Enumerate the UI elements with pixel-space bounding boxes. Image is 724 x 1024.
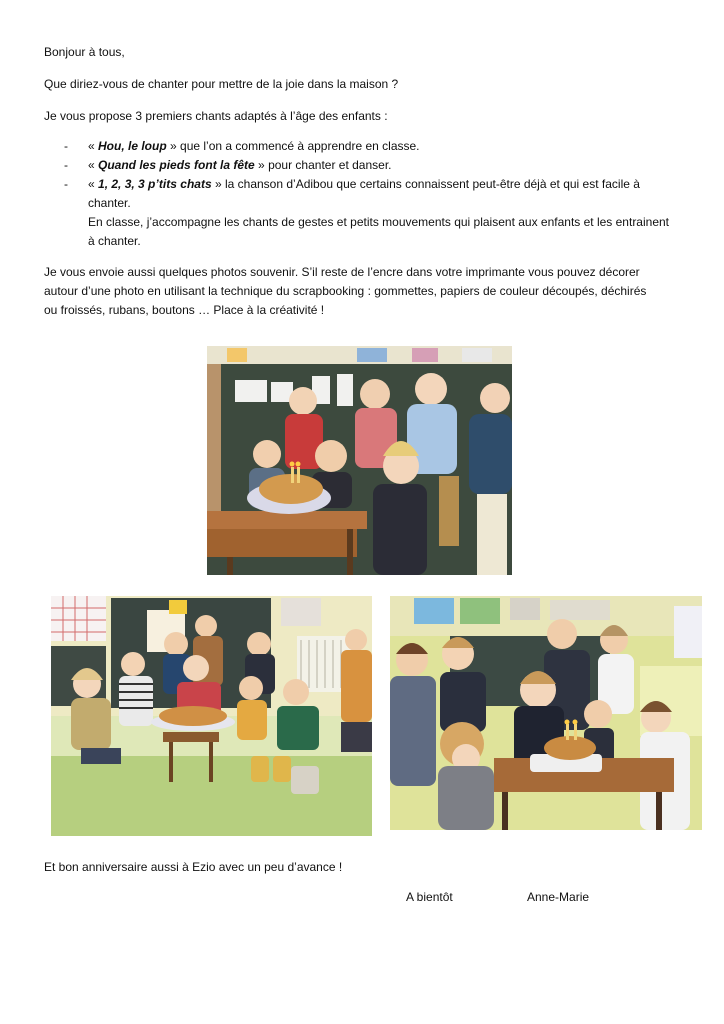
letter-page: Bonjour à tous, Que diriez-vous de chanter pour mettre de la joie dans la maison ? Je vous propose 3 premiers chants adaptés à l’âge des enfants : - « Hou, le loup » que l’on a commencé à apprendre en classe. - « Quand les pieds font la fête » pour chanter et danser. - « 1, 2, 3, 3 p’tits chats » la chanson d’Adibou que certains connaissent peut-être déjà et qui est facile à chanter. En classe, j’accompagne les chants de gestes et petits mouvements qui plaisent aux enfants et les entrainent à chanter. Je vous envoie aussi quelques photos souvenir. S’il reste de l’encre dans votre imprimante vous pouvez décorer autour d’une photo en utilisant la technique du scrapbooking : gommettes, papiers de couleur découpés, déchirés ou froissés, rubans, boutons … Place à la créativité ! Et bon anniversaire aussi à Ezio avec un peu d’avance ! A bientôt Anne-Marie (0, 0, 724, 1024)
song-title: 1, 2, 3, 3 p’tits chats (98, 177, 212, 191)
list-item-continuation: chanter. (88, 196, 131, 210)
signature: Anne-Marie (527, 890, 590, 904)
list-item-continuation: En classe, j’accompagne les chants de gestes et petits mouvements qui plaisent aux enfants et les entrainent (88, 215, 670, 229)
song-title: Quand les pieds font la fête (98, 158, 255, 172)
class-photo-candles (207, 346, 512, 575)
bullet-dash: - (64, 177, 68, 191)
list-item-continuation: à chanter. (88, 234, 141, 248)
class-photo-floor (51, 596, 372, 836)
question: Que diriez-vous de chanter pour mettre de la joie dans la maison ? (44, 77, 399, 91)
bullet-dash: - (64, 158, 68, 172)
birthday-message: Et bon anniversaire aussi à Ezio avec un peu d’avance ! (44, 860, 343, 874)
song-title: Hou, le loup (98, 139, 167, 153)
bullet-dash: - (64, 139, 68, 153)
photos-paragraph-line: ou froissés, rubans, boutons … Place à la créativité ! (44, 303, 325, 317)
class-photo-blowing-candles (390, 596, 702, 830)
photos-paragraph-line: Je vous envoie aussi quelques photos souvenir. S’il reste de l’encre dans votre imprimante vous pouvez décorer (44, 265, 640, 279)
intro: Je vous propose 3 premiers chants adaptés à l’âge des enfants : (44, 109, 388, 123)
closing: A bientôt (406, 890, 453, 904)
greeting: Bonjour à tous, (44, 45, 125, 59)
photos-paragraph-line: autour d’une photo en utilisant la technique du scrapbooking : gommettes, papiers de couleur découpés, déchirés (44, 284, 647, 298)
